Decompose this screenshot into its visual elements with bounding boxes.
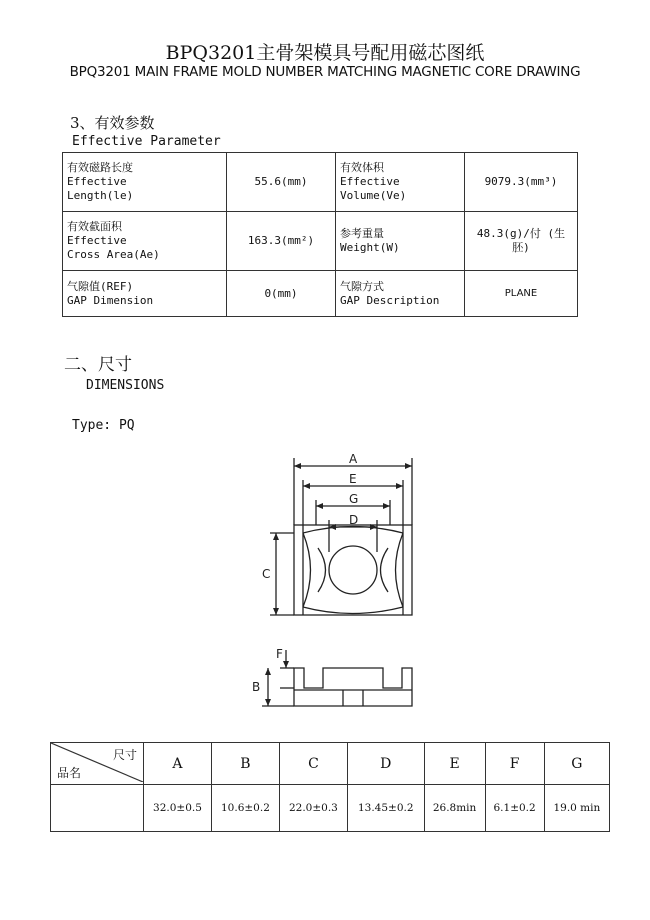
dimension-value: 22.0±0.3: [279, 785, 347, 832]
label-g: G: [349, 492, 359, 506]
param-label-en: Weight(W): [340, 241, 400, 254]
dimension-value: 6.1±0.2: [485, 785, 544, 832]
column-header: D: [347, 743, 424, 785]
corner-label-size: 尺寸: [112, 748, 137, 762]
column-header: G: [544, 743, 609, 785]
param-value: 0(mm): [227, 271, 336, 317]
label-c: C: [262, 567, 271, 581]
section-effective-subtitle: Effective Parameter: [72, 134, 221, 149]
table-corner-cell: [51, 743, 144, 785]
core-window-bottom: [303, 607, 403, 614]
corner-label-name: 品名: [57, 766, 82, 780]
label-e: E: [349, 472, 357, 486]
param-value: 163.3(mm²): [227, 212, 336, 271]
label-b: B: [252, 680, 261, 694]
param-label-en: GAP Dimension: [67, 293, 154, 307]
core-outer-outline: [294, 525, 412, 615]
param-label-en: Effective: [340, 175, 400, 188]
dimension-value: 26.8min: [424, 785, 485, 832]
dimension-value: 32.0±0.5: [144, 785, 212, 832]
column-header: E: [424, 743, 485, 785]
section-effective-title: 3、有效参数: [70, 114, 155, 132]
core-type-label: Type: PQ: [72, 418, 135, 433]
param-label-en: Cross Area(Ae): [67, 248, 160, 261]
dimension-table: [50, 742, 610, 832]
label-d: D: [349, 513, 359, 527]
param-label-cn: 有效磁路长度: [67, 161, 133, 174]
table-header-row: [51, 743, 610, 785]
param-value: 9079.3(mm³): [465, 153, 578, 212]
product-name-cell: [51, 785, 144, 832]
param-value: PLANE: [465, 271, 578, 317]
param-label-cn: 有效体积: [340, 161, 384, 174]
dimension-value: 13.45±0.2: [347, 785, 424, 832]
core-side-view: [294, 668, 412, 706]
param-label-cn: 有效截面积: [67, 220, 122, 233]
table-row: [51, 785, 610, 832]
param-value: 55.6(mm): [227, 153, 336, 212]
param-label-en: Length(le): [67, 189, 134, 202]
column-header: C: [279, 743, 347, 785]
page-title-cn: BPQ3201主骨架模具号配用磁芯图纸: [165, 42, 485, 64]
param-label-cn: 气隙值(REF): [67, 279, 134, 293]
param-label-cn: 气隙方式: [340, 279, 384, 293]
section-dimensions-title: 二、尺寸: [64, 355, 132, 375]
param-label-en: Volume(Ve): [340, 189, 407, 202]
column-header: A: [144, 743, 212, 785]
column-header: B: [211, 743, 279, 785]
dimension-value: 10.6±0.2: [211, 785, 279, 832]
param-label-en: Effective: [67, 234, 127, 247]
dimension-value: 19.0 min: [544, 785, 609, 832]
section-dimensions-subtitle: DIMENSIONS: [86, 378, 165, 393]
center-post: [329, 546, 377, 594]
page-title-en: BPQ3201 MAIN FRAME MOLD NUMBER MATCHING MAGNETIC CORE DRAWING: [69, 64, 581, 80]
param-label-en: Effective: [67, 175, 127, 188]
param-label-en: GAP Description: [340, 293, 440, 307]
param-value: 48.3(g)/付 (生胚): [465, 212, 578, 271]
column-header: F: [485, 743, 544, 785]
label-f: F: [276, 647, 283, 661]
label-a: A: [349, 452, 358, 466]
param-label-cn: 参考重量: [340, 227, 384, 240]
